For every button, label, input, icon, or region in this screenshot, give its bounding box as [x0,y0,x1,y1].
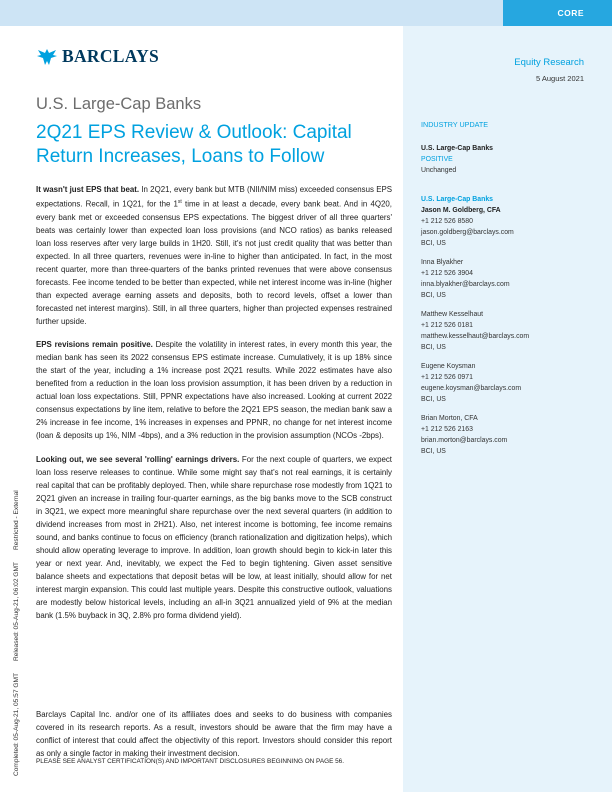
paragraph-1 [36,183,392,328]
disclaimer-text: Barclays Capital Inc. and/or one of its affiliates does and seeks to do business with companies covered in its research reports. As a result, investors should be aware that the firm may have a conflict of interest that could affect the objectivity of this report. Investors should consider this report as only a single factor in making their investment decision. [36,710,392,758]
analyst-card [421,361,601,405]
analyst-card [421,309,601,353]
barclays-logo [36,46,159,67]
analyst-name: Eugene Koysman [421,363,476,370]
paragraph-lead: Looking out, we see several 'rolling' earnings drivers. [36,454,240,464]
paragraph-3 [36,453,392,623]
analyst-email[interactable]: inna.blyakher@barclays.com [421,281,510,288]
analyst-entity: BCI, US [421,396,446,403]
industry-name: U.S. Large-Cap Banks [421,145,493,152]
analyst-name: Matthew Kesselhaut [421,311,484,318]
analyst-list [421,194,601,465]
paragraph-text: time in at least a decade, every bank beat. And in 4Q20, every bank met or exceeded consensus EPS expectations. The biggest driver of all three quarters' beats was certainly lower than expected loan loss provisions (and NCO ratios) as banks released loan loss reserves after very large builds in 1H20. Still, it's not just credit quality that was better than expected. In all three quarters, revenues were in-line to higher than anticipated. In fact, in the most recent quarter, more than three-quarters of the banks printed revenues that were above consensus forecasts. Fee income tended to be better than expected, while net interest income was in-line (higher than expected average earning assets and deposits, both to record levels, offset a lower than forecasted net interest margins). Still, in all three quarters, higher than projected expenses restrained further upside. [36,199,392,327]
released-timestamp: Released: 05-Aug-21, 06:02 GMT [13,562,20,661]
superscript: st [177,199,182,206]
analyst-entity: BCI, US [421,240,446,247]
analyst-email[interactable]: jason.goldberg@barclays.com [421,229,514,236]
paragraph-text: For the next couple of quarters, we expect loan loss reserve releases to continue. While some might say that's not real earnings, it is certainly real capital that can be profitably deployed. Then, while share repurchase rose modestly from 1Q21 to 2Q21 given an increase in trailing four-quarter earnings, as the big banks move to the SCB construct in 3Q21, we expect more meaningful share repurchase over the next several quarters (in addition to dividend increases from most in 2H21). Also, net interest income is bottoming, fee income remains sound, and banks continue to focus on efficiency (branch rationalization and digitization helps), which should allow operating leverage to improve. In addition, loan growth should begin to kick-in later this year or next year. And, inevitably, we expect the Fed to begin tightening. Given asset sensitive balance sheets and expectations that deposit betas will be low, at least initially, should allow for net interest margin expansion. This could last multiple years. Despite this constructive outlook, valuations are modestly below historical levels, including an all-in 3Q21 annualized yield of 9% at the median bank (1.5% buyback in 3Q, 2.8% pro forma dividend yield). [36,454,392,621]
analyst-email[interactable]: eugene.koysman@barclays.com [421,385,522,392]
analyst-name: Jason M. Goldberg, CFA [421,207,501,214]
sector-heading: U.S. Large-Cap Banks [36,95,202,113]
analyst-phone: +1 212 526 0971 [421,374,473,381]
disclosure-note: PLEASE SEE ANALYST CERTIFICATION(S) AND IMPORTANT DISCLOSURES BEGINNING ON PAGE 56. [36,758,345,765]
analyst-email[interactable]: matthew.kesselhaut@barclays.com [421,333,530,340]
analyst-entity: BCI, US [421,448,446,455]
report-title: 2Q21 EPS Review & Outlook: Capital Return Increases, Loans to Follow [36,122,352,167]
core-badge: CORE [503,0,612,26]
rating-value: POSITIVE [421,156,453,163]
logo-text: BARCLAYS [62,46,160,66]
analyst-phone: +1 212 526 3904 [421,270,473,277]
completed-timestamp: Completed: 05-Aug-21, 05:57 GMT [13,673,20,776]
paragraph-2 [36,338,392,442]
analyst-phone: +1 212 526 2163 [421,426,473,433]
industry-update-label: INDUSTRY UPDATE [421,120,489,129]
release-info [13,478,20,776]
paragraph-text: Despite the volatility in interest rates, in every month this year, the median bank has seen its 2022 consensus EPS estimate increase. Cumulatively, it is up 18% since the start of the year, including a 1% increase post 2Q21 results. While 2022 estimates have also benefited from a reduction in the loan loss provision assumption, it has been driven by a reduction in actual loan loss expectations. Still, PPNR expectations have also increased. Looking at current 2022 consensus expectations by line item, relative to before the 2Q21 EPS season, the median bank saw a 2% increase in fee income, 1% increases in expenses and PPNR, no change for net interest income (loan & deposits up 1%, NIM -4bps), and a 3% reduction in the provision assumption (NCOs -2bps). [36,340,392,441]
analyst-phone: +1 212 526 0181 [421,322,473,329]
team-label: U.S. Large-Cap Banks [421,196,493,203]
analyst-email[interactable]: brian.morton@barclays.com [421,437,508,444]
rating-block [421,143,601,176]
analyst-entity: BCI, US [421,292,446,299]
paragraph-text: In 2Q21, every bank but MTB (NII/NIM miss) exceeded consensus EPS expectations. Recall, in 1Q21, for the 1 [36,185,393,209]
rating-change: Unchanged [421,167,457,174]
analyst-phone: +1 212 526 8580 [421,218,473,225]
paragraph-lead: EPS revisions remain positive. [36,340,153,350]
restriction-label: Restricted - External [13,490,20,551]
analyst-card [421,413,601,457]
eagle-icon [36,48,58,66]
department-label: Equity Research [514,57,584,68]
report-date: 5 August 2021 [536,74,584,83]
analyst-card [421,257,601,301]
analyst-name: Inna Blyakher [421,259,464,266]
report-body [36,183,392,632]
analyst-card [421,205,601,249]
analyst-name: Brian Morton, CFA [421,415,478,422]
analyst-entity: BCI, US [421,344,446,351]
paragraph-lead: It wasn't just EPS that beat. [36,185,140,194]
